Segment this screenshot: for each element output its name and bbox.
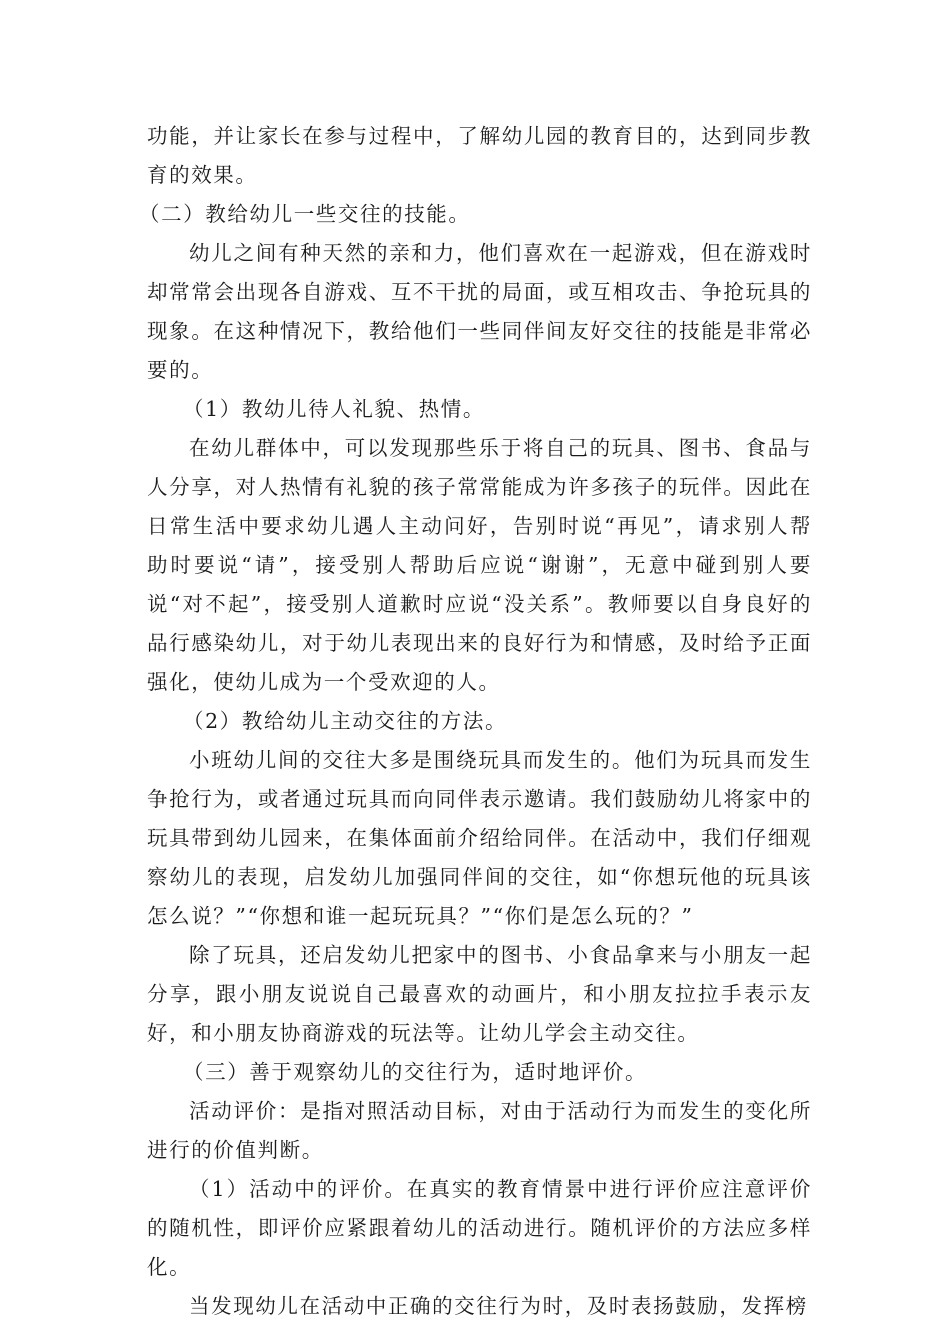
subheading-1: （1）教幼儿待人礼貌、热情。 bbox=[183, 397, 485, 421]
paragraph: 小班幼儿间的交往大多是围绕玩具而发生的。他们为玩具而发生争抢行为，或者通过玩具而向同伴表示邀请。我们鼓励幼儿将家中的玩具带到幼儿园来，在集体面前介绍给同伴。在活动中，我们仔细观察幼儿的表现，启发幼儿加强同伴间的交往，如“你想玩他的玩具该怎么说？”“你想和谁一起玩玩具？”“你们是怎么玩的？” bbox=[147, 748, 812, 928]
subheading-2: （2）教给幼儿主动交往的方法。 bbox=[183, 709, 508, 733]
paragraph: 活动评价：是指对照活动目标，对由于活动行为而发生的变化所进行的价值判断。 bbox=[147, 1099, 812, 1162]
paragraph: 除了玩具，还启发幼儿把家中的图书、小食品拿来与小朋友一起分享，跟小朋友说说自己最喜欢的动画片，和小朋友拉拉手表示友好，和小朋友协商游戏的玩法等。让幼儿学会主动交往。 bbox=[147, 943, 812, 1045]
paragraph-truncated: 当发现幼儿在活动中正确的交往行为时，及时表扬鼓励，发挥榜 bbox=[189, 1294, 808, 1318]
section-heading-2: （二）教给幼儿一些交往的技能。 bbox=[139, 202, 471, 226]
paragraph: （1）活动中的评价。在真实的教育情景中进行评价应注意评价的随机性，即评价应紧跟着幼儿的活动进行。随机评价的方法应多样化。 bbox=[147, 1177, 812, 1279]
document-body bbox=[139, 117, 812, 1326]
section-heading-3: （三）善于观察幼儿的交往行为，适时地评价。 bbox=[183, 1060, 648, 1084]
paragraph: 幼儿之间有种天然的亲和力，他们喜欢在一起游戏，但在游戏时却常常会出现各自游戏、互不干扰的局面，或互相攻击、争抢玩具的现象。在这种情况下，教给他们一些同伴间友好交往的技能是非常必要的。 bbox=[147, 241, 812, 382]
paragraph-continuation: 功能，并让家长在参与过程中，了解幼儿园的教育目的，达到同步教育的效果。 bbox=[147, 124, 812, 187]
paragraph: 在幼儿群体中，可以发现那些乐于将自己的玩具、图书、食品与人分享，对人热情有礼貌的孩子常常能成为许多孩子的玩伴。因此在日常生活中要求幼儿遇人主动问好，告别时说“再见”，请求别人帮助时要说“请”，接受别人帮助后应说“谢谢”，无意中碰到别人要说“对不起”，接受别人道歉时应说“没关系”。教师要以自身良好的品行感染幼儿，对于幼儿表现出来的良好行为和情感，及时给予正面强化，使幼儿成为一个受欢迎的人。 bbox=[147, 436, 812, 694]
